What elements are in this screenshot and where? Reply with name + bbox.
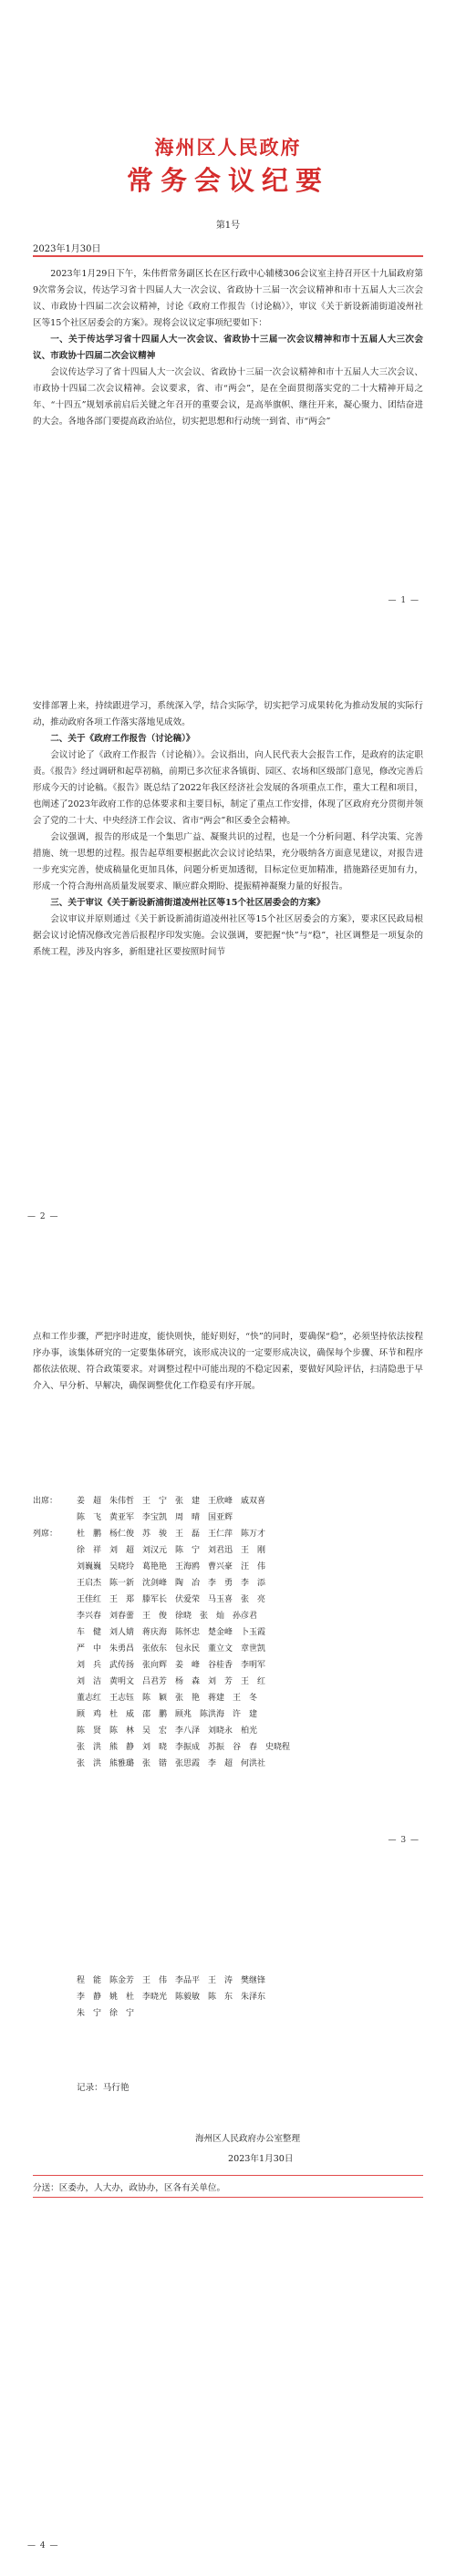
section-3-heading: 三、关于审议《关于新设新浦街道凌州社区等15个社区居委会的方案》	[50, 898, 326, 908]
attendance-list-cont	[33, 1973, 423, 2022]
names: 刘巍巍 吴晓玲 葛艳艳 王海鸥 曹兴豪 汪 伟	[77, 1562, 266, 1571]
distribution: 分送：区委办，人大办，政协办，区各有关单位。	[33, 2183, 226, 2193]
names: 杜 鹏 杨仁俊 苏 骏 王 磊 王仁萍 陈万才	[77, 1530, 266, 1539]
page-number: — 3 —	[388, 1836, 420, 1845]
attend-out-row	[33, 1510, 423, 1526]
intro-paragraph: 2023年1月29日下午，朱伟哲常务副区长在区行政中心辅楼306会议室主持召开区十九届政府第9次常务会议，传达学习省十四届人大一次会议、省政协十三届一次会议精神和市十五届人大三次会议、市政协十四届二次会议精神，讨论《政府工作报告（讨论稿）》，审议《关于新设新浦街道凌州社区等15个社区居委会的方案》。现将会议议定事项纪要如下：	[33, 269, 423, 328]
names: 程 能 陈金芳 王 伟 李品平 王 涛 樊继锋	[77, 1976, 266, 1985]
names: 姜 超 朱伟哲 王 宁 张 建 王欣峰 戚双喜	[77, 1497, 266, 1506]
names: 车 健 刘人婧 蒋庆海 陈怀忠 楚金峰 卜玉霞	[77, 1628, 266, 1637]
attendance-list	[33, 1493, 423, 1772]
section-1-cont: 安排部署上来，持续跟进学习，系统深入学，结合实际学，切实把学习成果转化为推动发展的实际行动，推动政府各项工作落实落地见成效。	[33, 701, 423, 727]
names: 刘 兵 武传扬 张向辉 姜 峰 谷桂香 李明军	[77, 1661, 266, 1670]
header-rule	[33, 255, 423, 257]
names: 陈 贤 陈 林 吴 宏 李八泽 刘晓永 柏光	[77, 1726, 258, 1736]
doc-title: 常务会议纪要	[126, 165, 329, 196]
names: 董志红 王志钰 陈 颖 张 艳 蒋建 王 冬	[77, 1694, 258, 1703]
page3-body: 点和工作步骤，严把序时进度，能快则快，能好则好，“快”的同时，要确保“稳”，必须坚持依法按程序办事，该集体研究的一定要集体研究，该形成决议的一定要形成决议，确保每个步骤、环节和程序都依法依规、符合政策要求。对调整过程中可能出现的不稳定因素，要做好风险评估，扫清隐患于早介入、早分析、早解决，确保调整优化工作稳妥有序开展。	[33, 1332, 423, 1391]
names: 王佳红 王 郑 滕军长 伏爱荣 马玉喜 张 亮	[77, 1595, 266, 1604]
sign-org: 海州区人民政府办公室整理	[195, 2134, 301, 2144]
attend-in-row	[33, 1526, 423, 1542]
issue-number: 第1号	[215, 221, 241, 231]
names: 张 洪 熊 静 刘 晓 李振成 苏振 谷 春 史晓程	[77, 1743, 291, 1752]
page2-body	[33, 698, 423, 961]
page-number: — 2 —	[27, 1212, 59, 1221]
names: 朱 宁 徐 宁	[77, 2009, 135, 2018]
page-1	[0, 0, 456, 644]
page1-body	[33, 266, 423, 430]
page-3	[0, 1287, 456, 1931]
names: 李兴春 刘春蕾 王 俊 徐晓 张 灿 孙彦君	[77, 1612, 258, 1621]
recorder: 记录：马行艳	[77, 2083, 130, 2093]
footer-rule-bottom	[33, 2197, 423, 2198]
section-2-text-a: 会议讨论了《政府工作报告（讨论稿）》。会议指出，向人民代表大会报告工作，是政府的法定职责。《报告》经过调研和起草初稿，前期已多次征求各镇街、园区、农场和区级部门意见，修改完善后形成今天的讨论稿。《报告》既总结了2022年我区经济社会发展的各项重点工作，重大工程和项目，也阐述了2023年政府工作的总体要求和主要目标，制定了重点工作安排，体现了区政府充分贯彻并领会了党的二十大、中央经济工作会议、省市“两会”和区委全会精神。	[33, 750, 423, 826]
org-title: 海州区人民政府	[154, 136, 302, 159]
section-2-text-b: 会议强调，报告的形成是一个集思广益、凝聚共识的过程，也是一个分析问题、科学决策、完善措施、统一思想的过程。报告起草组要根据此次会议讨论结果，充分吸纳各方面意见建议，对报告进一步充实完善，使成稿量化更加具体，问题分析更加透彻，目标定位更加精准，措施路径更加有力，形成一个符合海州高质量发展要求、顺应群众期盼、提振精神凝聚力量的好报告。	[33, 832, 423, 891]
sign-date: 2023年1月30日	[228, 2154, 294, 2164]
names: 李 静 姚 杜 李晓光 陈毅敏 陈 东 朱泽东	[77, 1993, 266, 2002]
meeting-date: 2023年1月30日	[33, 244, 101, 254]
page-number: — 1 —	[388, 596, 420, 605]
attend-out-row	[33, 1493, 423, 1510]
names: 陈 飞 黄亚军 李宝凯 周 晴 国亚辉	[77, 1513, 233, 1522]
section-1-text: 会议传达学习了省十四届人大一次会议、省政协十三届一次会议精神和市十五届人大三次会议、市政协十四届二次会议精神。会议要求，省、市“两会”，是在全面贯彻落实党的二十大精神开局之年、“十四五”规划承前启后关键之年召开的重要会议，是高举旗帜、继往开来，凝心聚力、团结奋进的大会。各地各部门要提高政治站位，切实把思想和行动统一到省、市“两会”	[33, 367, 423, 427]
names: 徐 祥 刘 超 刘汉元 陈 宁 刘君迅 王 刚	[77, 1546, 266, 1555]
names: 严 中 朱勇昌 张依东 包永民 董立文 章世凯	[77, 1644, 266, 1654]
names: 张 洪 熊雅璐 张 锴 张思霞 李 超 何洪社	[77, 1759, 266, 1768]
section-2-heading: 二、关于《政府工作报告（讨论稿）》	[50, 734, 195, 744]
names: 刘 洁 黄明文 吕君芳 杨 森 刘 芳 王 红	[77, 1677, 266, 1686]
in-label: 列席：	[33, 1530, 58, 1539]
out-label: 出席：	[33, 1497, 58, 1506]
names: 顾 鸡 杜 威 邵 鹏 顾兆 陈洪海 许 建	[77, 1710, 258, 1719]
section-3-text: 会议审议并原则通过《关于新设新浦街道凌州社区等15个社区居委会的方案》，要求区民政局根据会议讨论情况修改完善后报程序印发实施。会议强调，要把握“快”与“稳”，社区调整是一项复杂的系统工程，涉及内容多，新组建社区要按照时间节	[33, 914, 423, 957]
footer-rule-top	[33, 2175, 423, 2176]
page-number: — 4 —	[27, 2541, 59, 2550]
page-4	[0, 1931, 456, 2574]
page-2	[0, 644, 456, 1287]
section-1-heading: 一、关于传达学习省十四届人大一次会议、省政协十三届一次会议精神和市十五届人大三次会议、市政协十四届二次会议精神	[33, 335, 423, 361]
names: 王启杰 陈一新 沈剑峰 陶 冶 李 勇 李 添	[77, 1579, 266, 1588]
